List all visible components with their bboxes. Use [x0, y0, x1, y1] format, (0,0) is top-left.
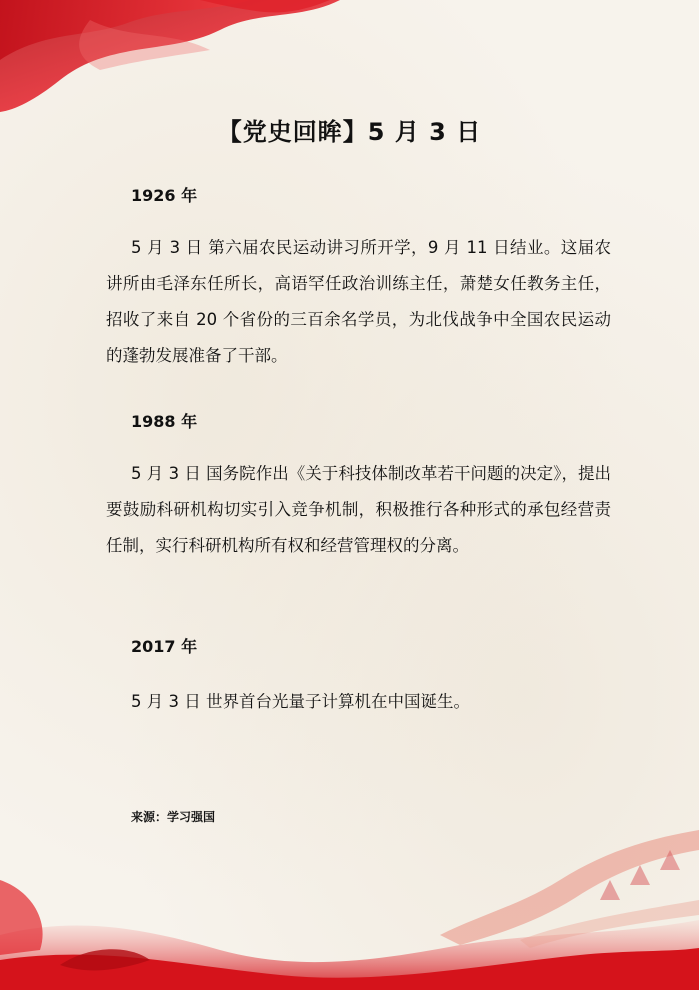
entry-year: 2017 年 [131, 637, 198, 656]
entry-year: 1988 年 [131, 412, 198, 431]
entry-text: 5 月 3 日 世界首台光量子计算机在中国诞生。 [131, 692, 470, 711]
entry-text: 5 月 3 日 国务院作出《关于科技体制改革若干问题的决定》，提出要鼓励科研机构切实引入竞争机制，积极推行各种形式的承包经营责任制，实行科研机构所有权和经营管理权的分离。 [106, 464, 611, 555]
source-label: 来源：学习强国 [131, 810, 216, 824]
page-title: 【党史回眸】5 月 3 日 [217, 118, 482, 146]
entry-text: 5 月 3 日 第六届农民运动讲习所开学，9 月 11 日结业。这届农讲所由毛泽东任所长，高语罕任政治训练主任，萧楚女任教务主任，招收了来自 20 个省份的三百余名学员，为北伐战争中全国农民运动的蓬勃发展准备了干部。 [106, 238, 611, 365]
entry-year: 1926 年 [131, 186, 198, 205]
